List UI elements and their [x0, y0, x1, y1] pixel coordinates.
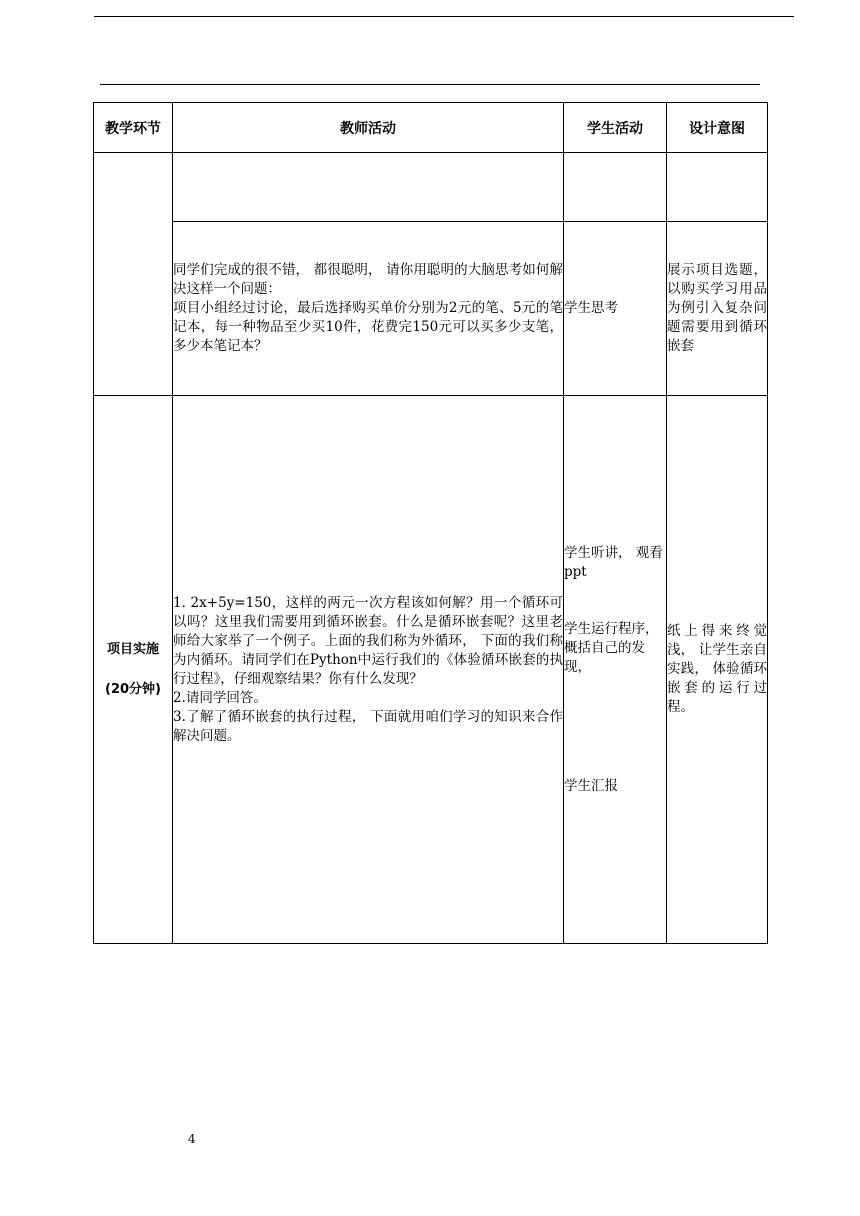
header-student: 学生活动 — [564, 103, 667, 153]
intent-cell — [667, 396, 768, 944]
student-cell-empty — [564, 153, 667, 222]
table-header-row — [94, 103, 768, 153]
student-text: 学生运行程序， 概括自己的发现， — [564, 620, 659, 675]
page-number: 4 — [188, 1132, 196, 1146]
stage-name: 项目实施 — [106, 641, 159, 657]
stage-cell — [94, 396, 173, 944]
lesson-plan-table — [93, 102, 768, 944]
stage-time: (20分钟) — [105, 681, 161, 697]
teacher-text: 1. 2x+5y=150，这样的两元一次方程该如何解？用一个循环可以吗？这里我们需要用到循环嵌套。什么是循环嵌套呢？这里老师给大家举了一个例子。上面的我们称为外循环， 下面的我们称为内循环。请同学们在Python中运行我们的《体验循环嵌套的执行过程》，仔细观察结果？你有什么发现？ — [173, 594, 563, 687]
header-intent: 设计意图 — [667, 103, 768, 153]
teacher-text: 3.了解了循环嵌套的执行过程， 下面就用咱们学习的知识来合作解决问题。 — [173, 708, 563, 744]
teacher-text: 2.请同学回答。 — [173, 689, 267, 706]
teacher-text: 项目小组经过讨论，最后选择购买单价分别为2元的笔、5元的笔记本，每一种物品至少买10件，花费完150元可以买多少支笔，多少本笔记本？ — [173, 300, 563, 354]
teacher-cell-empty — [173, 153, 564, 222]
teacher-cell — [173, 396, 564, 944]
intent-cell — [667, 222, 768, 396]
intent-text: 展示项目选题，以购买学习用品为例引入复杂问题需要用到循环嵌套 — [667, 262, 767, 354]
header-teacher: 教师活动 — [173, 103, 564, 153]
student-cell — [564, 222, 667, 396]
header-rule — [100, 84, 760, 85]
top-rule — [94, 16, 794, 17]
student-text: 学生听讲， 观看ppt — [564, 544, 663, 580]
stage-cell-blank — [94, 153, 173, 396]
teacher-text: 同学们完成的很不错， 都很聪明， 请你用聪明的大脑思考如何解决这样一个问题： — [173, 262, 563, 297]
header-stage: 教学环节 — [94, 103, 173, 153]
teacher-cell — [173, 222, 564, 396]
table-row — [94, 396, 768, 944]
table-row-empty — [94, 153, 768, 222]
student-text: 学生思考 — [564, 300, 618, 316]
intent-text: 纸上得来终觉浅， 让学生亲自实践， 体验循环嵌套的运行过程。 — [667, 623, 767, 715]
intent-cell-empty — [667, 153, 768, 222]
student-text: 学生汇报 — [564, 777, 618, 794]
table-row — [94, 222, 768, 396]
student-cell — [564, 396, 667, 944]
